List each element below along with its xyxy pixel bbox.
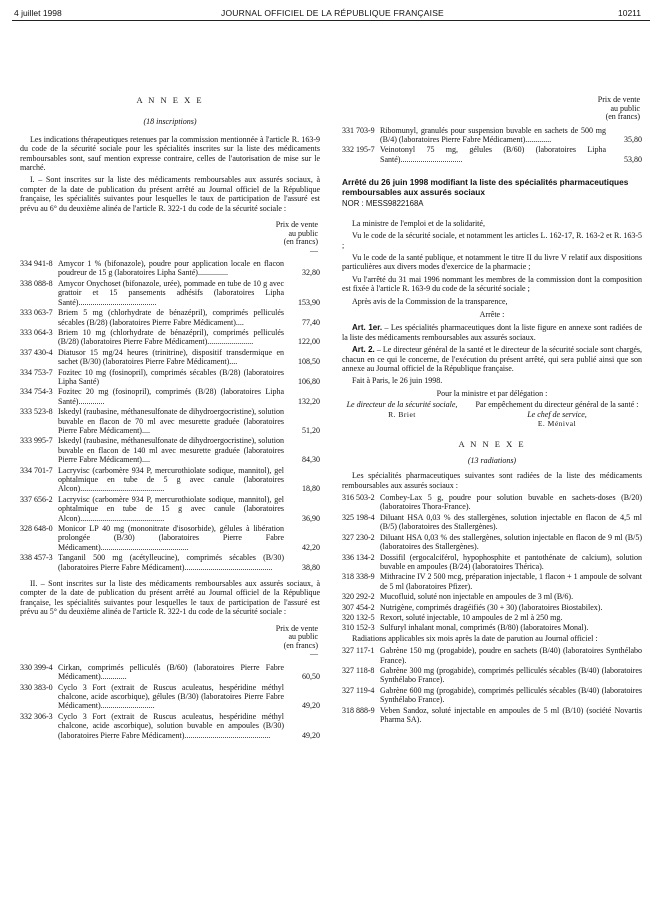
- price-header-right: Prix de vente au public (en francs): [597, 95, 640, 121]
- product-description: Lacryvisc (carbomère 934 P, mercurothiolate sodique, mannitol), gel ophtalmique en tube de 15 g avec canule (laboratoires Alcon)..........................................: [58, 494, 284, 523]
- product-code: 338 088-8: [20, 278, 53, 288]
- list-item: [342, 572, 642, 591]
- product-description: Cyclo 3 Fort (extrait de Ruscus aculeatus, hespéridine méthyl chalcone, acide ascorbique), solution buvable en ampoules (B/30) (laboratoires Pierre Fabre Médicament)...........................................: [58, 711, 284, 740]
- annex-subtitle-right: (13 radiations): [467, 455, 517, 465]
- product-price: 32,80: [302, 268, 320, 278]
- list-item: [342, 613, 642, 622]
- list-item: [20, 663, 320, 682]
- product-description: Mithracine IV 2 500 mcg, préparation injectable, 1 flacon + 1 ampoule de solvant de 5 ml (laboratoires Pfizer).: [380, 572, 642, 591]
- product-description: Monicor LP 40 mg (mononitrate d'isosorbide), gélules à libération prolongée (B/30) (laboratoires Pierre Fabre Médicament)............................................: [58, 524, 284, 552]
- product-code: 318 338-9: [342, 572, 375, 582]
- list-item: [342, 493, 642, 512]
- section-two-paragraph: II. – Sont inscrites sur la liste des médicaments remboursables aux assurés sociaux, à compter de la date de publication du présent arrêté au Journal officiel de la République française, les spécialités suivantes pour lesquelles le taux de participation de l'assuré est prévu au 5° du deuxième alinéa de l'article R. 322-1 du code de la sécurité sociale :: [20, 579, 320, 617]
- product-price: 153,90: [298, 297, 320, 307]
- product-description: Tanganil 500 mg (acétylleucine), comprimés sécables (B/30) (laboratoires Pierre Fabre Médicament)............................................: [58, 553, 284, 572]
- product-price: 122,00: [298, 337, 320, 347]
- product-price: 38,80: [302, 562, 320, 572]
- product-price: 77,40: [302, 317, 320, 327]
- product-description: Cyclo 3 Fort (extrait de Ruscus aculeatus, hespéridine méthyl chalcone, acide ascorbique), gélules (B/30) (laboratoires Pierre Fabre Médicament)...........................: [58, 682, 284, 711]
- product-code: 334 753-7: [20, 367, 53, 377]
- signatory-a-name: R. Briet: [388, 409, 416, 419]
- radiation-list: [342, 493, 642, 633]
- product-description: Combey-Lax 5 g, poudre pour solution buvable en sachets-doses (B/20) (laboratoires Thora-France).: [380, 493, 642, 512]
- annex-title-right: A N N E X E: [458, 439, 526, 450]
- signatory-b-title: Par empêchement du directeur général de la santé :: [475, 400, 639, 410]
- radiation-note: Radiations applicables six mois après la date de parution au Journal officiel :: [352, 633, 598, 643]
- signatory-b-role: Le chef de service,: [527, 409, 587, 419]
- product-code: 332 306-3: [20, 711, 53, 721]
- product-description: Fozitec 20 mg (fosinopril), comprimés (B/28) (laboratoires Lipha Santé).............: [58, 387, 284, 406]
- article-1: Art. 1er. – Les spécialités pharmaceutiques dont la liste figure en annexe sont radiées de la liste des médicaments remboursables aux assurés sociaux.: [342, 323, 642, 342]
- product-description: Ribomunyl, granulés pour suspension buvable en sachets de 500 mg (B/4) (laboratoires Pierre Fabre Médicament).............: [380, 125, 606, 144]
- section-one-paragraph: I. – Sont inscrites sur la liste des médicaments remboursables aux assurés sociaux, à compter de la date de publication du présent arrêté au Journal officiel de la République française, les spécialités suivantes pour lesquelles le taux de participation de l'assuré est prévu au 6° du deuxième alinéa de l'article R. 322-1 du code de la sécurité sociale :: [20, 175, 320, 213]
- product-description: Mucofluid, soluté non injectable en ampoules de 3 ml (B/6).: [380, 592, 574, 602]
- list-item: [342, 706, 642, 725]
- header-page-number: 10211: [617, 8, 641, 18]
- product-code: 316 503-2: [342, 493, 375, 503]
- product-description: Diluant HSA 0,03 % des stallergènes, solution injectable en flacon de 4,5 ml (B/5) (laboratoires des Stallergènes).: [380, 512, 642, 532]
- product-code: 325 198-4: [342, 512, 375, 522]
- product-description: Sulfuryl inhalant monal, comprimés (B/80) (laboratoires Monal).: [380, 623, 589, 633]
- product-price: 51,20: [302, 425, 320, 435]
- product-description: Iskedyl (raubasine, méthanesulfonate de dihydroergocristine), solution buvable en flacon de 70 ml avec mesurette graduée (laboratoires Pierre Fabre Médicament)....: [58, 407, 284, 435]
- list-item: [342, 533, 642, 552]
- nor-reference: NOR : MESS9822168A: [342, 199, 424, 209]
- annex-intro-right: Les spécialités pharmaceutiques suivantes sont radiées de la liste des médicaments remboursables aux assurés sociaux :: [342, 471, 642, 490]
- product-code: 334 941-8: [20, 259, 53, 269]
- list-item: [20, 495, 320, 523]
- decree-para-2: Vu le code de la sécurité sociale, et notamment les articles L. 162-17, R. 163-2 et R. 163-5 ;: [342, 231, 642, 250]
- intro-paragraph: Les indications thérapeutiques retenues par la commission mentionnée à l'article R. 163-9 du code de la sécurité sociale pour les spécialités inscrites sur la liste des médicaments remboursables sont, sauf mention expresse contraire, celles de l'autorisation de mise sur le marché.: [20, 134, 320, 173]
- product-description: Briem 10 mg (chlorhydrate de bénazépril), comprimés pelliculés (B/28) (laboratoires Pierre Fabre Médicament).......................: [58, 327, 284, 347]
- left-column: [20, 96, 320, 741]
- list-item: [342, 686, 642, 705]
- entries-list-two: [20, 663, 320, 740]
- product-code: 318 888-9: [342, 705, 375, 715]
- product-code: 336 134-2: [342, 552, 375, 562]
- product-code: 333 063-7: [20, 308, 53, 318]
- product-price: 106,80: [298, 376, 320, 386]
- product-code: 310 152-3: [342, 623, 375, 633]
- product-description: Iskedyl (raubasine, méthanesulfonate de dihydroergocristine), solution buvable en flacon de 140 ml avec mesurette graduée (laboratoires Pierre Fabre Médicament)....: [58, 436, 284, 465]
- product-description: Briem 5 mg (chlorhydrate de bénazépril), comprimés pelliculés sécables (B/28) (laboratoires Pierre Fabre Médicament)....: [58, 308, 284, 327]
- product-code: 333 064-3: [20, 327, 53, 337]
- list-item: [20, 712, 320, 740]
- product-description: Amycor 1 % (bifonazole), poudre pour application locale en flacon poudreur de 15 g (laboratoires Lipha Santé)...............: [58, 259, 284, 278]
- product-code: 337 430-4: [20, 347, 53, 357]
- product-price: 132,20: [298, 396, 320, 406]
- product-code: 334 701-7: [20, 465, 53, 475]
- signatory-a-title: Le directeur de la sécurité sociale,: [346, 400, 458, 410]
- product-description: Dossifil (ergocalciférol, hypophosphite et pantothénate de calcium), solution buvable en ampoules (B/24) (laboratoires Thérica).: [380, 552, 642, 571]
- decree-para-1: La ministre de l'emploi et de la solidarité,: [352, 218, 485, 228]
- product-description: Gabrène 300 mg (progabide), comprimés pelliculés sécables (B/40) (laboratoires Synthélabo France).: [380, 665, 642, 685]
- arrete-label: Arrête :: [479, 309, 505, 319]
- product-code: 334 754-3: [20, 387, 53, 397]
- product-description: Nutrigène, comprimés dragéifiés (30 + 30) (laboratoires Biostabilex).: [380, 602, 603, 612]
- product-code: 307 454-2: [342, 602, 375, 612]
- product-code: 333 523-8: [20, 407, 53, 417]
- list-item: [20, 553, 320, 572]
- signatures: [342, 400, 642, 428]
- price-header-two: Prix de vente au public (en francs) —: [275, 623, 318, 659]
- product-price: 84,30: [302, 455, 320, 465]
- list-item: [342, 666, 642, 685]
- list-item: [20, 308, 320, 327]
- list-item: [20, 259, 320, 278]
- product-code: 320 132-5: [342, 612, 375, 622]
- list-item: [342, 623, 642, 632]
- product-description: Gabrène 600 mg (progabide), comprimés pelliculés sécables (B/40) (laboratoires Synthélabo France).: [380, 685, 642, 705]
- product-code: 320 292-2: [342, 592, 375, 602]
- product-code: 327 230-2: [342, 532, 375, 542]
- product-price: 49,20: [302, 730, 320, 740]
- product-code: 327 119-4: [342, 685, 375, 695]
- decree-para-4: Vu l'arrêté du 31 mai 1996 nommant les membres de la commission dont la composition est fixée à l'article R. 163-9 du code de la sécurité sociale ;: [342, 274, 642, 294]
- product-description: Veinotonyl 75 mg, gélules (B/60) (laboratoires Lipha Santé)...............................: [380, 145, 606, 164]
- list-item: [342, 592, 642, 601]
- list-item: [20, 436, 320, 464]
- product-price: 108,50: [298, 357, 320, 367]
- product-code: 331 703-9: [342, 125, 375, 135]
- entries-list-right-top: [342, 126, 642, 165]
- list-item: [20, 387, 320, 406]
- product-description: Lacryvisc (carbomère 934 P, mercurothiolate sodique, mannitol), gel ophtalmique en tube de 5 g avec canule (laboratoires Alcon)..........................................: [58, 465, 284, 494]
- product-price: 18,80: [302, 484, 320, 494]
- list-item: [20, 328, 320, 347]
- annex-title: A N N E X E: [136, 95, 204, 105]
- product-description: Diatusor 15 mg/24 heures (trinitrine), dispositif transdermique en sachet (B/30) (laboratoires Pierre Fabre Médicament)....: [58, 347, 284, 367]
- product-price: 35,80: [624, 134, 642, 144]
- product-price: 53,80: [624, 154, 642, 164]
- radiation-list-two: [342, 646, 642, 724]
- list-item: [20, 368, 320, 387]
- list-item: [342, 553, 642, 572]
- fait-line: Fait à Paris, le 26 juin 1998.: [352, 376, 443, 386]
- header-journal: JOURNAL OFFICIEL DE LA RÉPUBLIQUE FRANÇAISE: [221, 8, 444, 18]
- product-price: 42,20: [302, 542, 320, 552]
- product-code: 338 457-3: [20, 553, 53, 563]
- product-code: 327 118-8: [342, 665, 375, 675]
- list-item: [342, 603, 642, 612]
- list-item: [20, 279, 320, 307]
- decree-title: Arrêté du 26 juin 1998 modifiant la liste des spécialités pharmaceutiques remboursables aux assurés sociaux: [342, 177, 629, 197]
- decree-para-5: Après avis de la Commission de la transparence,: [352, 296, 508, 306]
- list-item: [20, 524, 320, 552]
- product-price: 60,50: [302, 672, 320, 682]
- delegation-line: Pour la ministre et par délégation :: [436, 388, 548, 398]
- list-item: [342, 513, 642, 532]
- product-code: 328 648-0: [20, 524, 53, 534]
- product-description: Cirkan, comprimés pelliculés (B/60) (laboratoires Pierre Fabre Médicament).............: [58, 662, 284, 682]
- product-price: 36,90: [302, 513, 320, 523]
- list-item: [342, 126, 642, 145]
- product-code: 330 399-4: [20, 662, 53, 672]
- right-column: [342, 96, 642, 725]
- article-2: Art. 2. – Le directeur général de la santé et le directeur de la sécurité sociale sont chargés, chacun en ce qui le concerne, de l'exécution du présent arrêté, qui sera publié ainsi que son annexe au Journal officiel de la République française.: [342, 345, 643, 373]
- product-price: 49,20: [302, 701, 320, 711]
- product-code: 333 995-7: [20, 436, 53, 446]
- price-header: Prix de vente au public (en francs) —: [275, 220, 318, 255]
- header-date: 4 juillet 1998: [14, 8, 62, 18]
- list-item: [342, 145, 642, 164]
- product-description: Veben Sandoz, soluté injectable en ampoules de 5 ml (B/10) (société Novartis Pharma SA).: [380, 705, 642, 724]
- list-item: [20, 466, 320, 494]
- list-item: [20, 348, 320, 367]
- product-code: 337 656-2: [20, 494, 53, 504]
- annex-subtitle: (18 inscriptions): [143, 117, 197, 127]
- product-description: Fozitec 10 mg (fosinopril), comprimés sécables (B/28) (laboratoires Lipha Santé): [58, 367, 284, 386]
- product-description: Amycor Onychoset (bifonazole, urée), pommade en tube de 10 g avec grattoir et 15 pansements adhésifs (laboratoires Lipha Santé).......................................: [58, 278, 284, 307]
- list-item: [20, 407, 320, 435]
- signatory-b-name: E. Ménival: [537, 419, 577, 429]
- product-code: 327 117-1: [342, 646, 375, 656]
- product-description: Gabrène 150 mg (progabide), poudre en sachets (B/40) (laboratoires Synthélabo France).: [380, 646, 642, 665]
- entries-list-one: [20, 259, 320, 572]
- product-code: 332 195-7: [342, 145, 375, 155]
- header-rule: [12, 20, 650, 21]
- product-description: Diluant HSA 0,03 % des stallergènes, solution injectable en flacon de 9 ml (B/5) (laboratoires des Stallergènes).: [380, 532, 642, 552]
- product-code: 330 383-0: [20, 682, 53, 692]
- list-item: [20, 683, 320, 711]
- product-description: Rexort, soluté injectable, 10 ampoules de 2 ml à 250 mg.: [380, 612, 563, 622]
- list-item: [342, 646, 642, 665]
- decree-para-3: Vu le code de la santé publique, et notamment le titre II du livre V relatif aux dispositions particulières aux divers modes d'exercice de la pharmacie ;: [342, 252, 642, 272]
